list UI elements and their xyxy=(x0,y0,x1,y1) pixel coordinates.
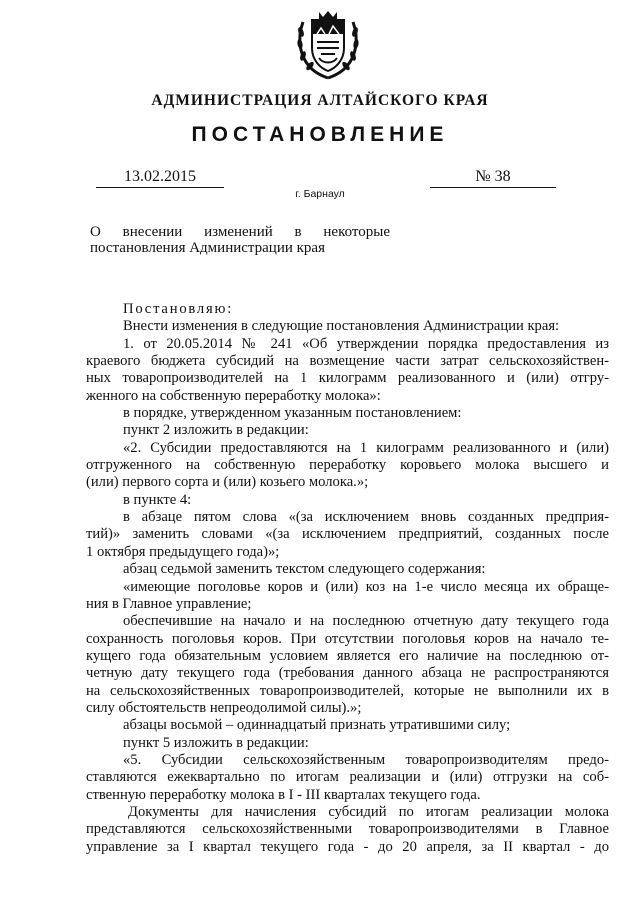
body-line: кущего года обязательным условием является его наличие на последнюю от- xyxy=(86,647,609,664)
body-line: «5. Субсидии сельскохозяйственным товаропроизводителям предо- xyxy=(123,751,609,768)
body-line: четную дату текущего года (требования данного абзаца не распространяются xyxy=(86,665,609,682)
body-line: ния в Главное управление; xyxy=(86,595,252,612)
body-line: (или) первого сорта и (или) козьего молока.»; xyxy=(86,474,369,491)
subject-line: постановления Администрации края xyxy=(90,240,325,256)
document-subject xyxy=(90,224,390,256)
body-line: ставляются ежеквартально по итогам реализации и (или) отгрузки на соб- xyxy=(86,769,609,786)
body-line: Внести изменения в следующие постановления Администрации края: xyxy=(123,318,560,335)
body-line: Постановляю: xyxy=(123,301,234,317)
body-line: на сельскохозяйственных товаропроизводителей, которые не выполнили их в xyxy=(86,682,609,699)
body-line: в пункте 4: xyxy=(123,491,192,508)
body-line: абзацы восьмой – одиннадцатый признать утратившими силу; xyxy=(123,717,511,734)
body-line: ственную переработку молока в I - III кварталах текущего года. xyxy=(86,786,481,803)
document-type-title: ПОСТАНОВЛЕНИЕ xyxy=(191,123,449,146)
body-line: «2. Субсидии предоставляются на 1 килограмм реализованного и (или) xyxy=(123,439,609,456)
body-line: пункт 2 изложить в редакции: xyxy=(123,422,309,439)
document-body xyxy=(86,301,609,856)
coat-of-arms-icon xyxy=(295,8,361,82)
body-line: женного на собственную переработку молока»: xyxy=(86,387,381,404)
body-line: 1 октября предыдущего года)»; xyxy=(86,543,280,560)
document-number: № 38 xyxy=(430,168,556,188)
body-line: обеспечившие на начало и на последнюю отчетную дату текущего года xyxy=(123,613,609,630)
body-line: отгруженного на собственную переработку коровьего молока высшего и xyxy=(86,457,609,474)
document-city: г. Барнаул xyxy=(295,188,345,200)
body-line: ных товаропроизводителей на 1 килограмм реализованного и (или) отгру- xyxy=(86,370,609,387)
organization-name: АДМИНИСТРАЦИЯ АЛТАЙСКОГО КРАЯ xyxy=(151,92,489,109)
body-line: пункт 5 изложить в редакции: xyxy=(123,734,309,751)
subject-line: О внесении изменений в некоторые xyxy=(90,224,390,240)
body-line: в порядке, утвержденном указанным постановлением: xyxy=(123,405,462,422)
body-line: 1. от 20.05.2014 № 241 «Об утверждении порядка предоставления из xyxy=(123,335,609,352)
body-line: сохранность поголовья коров. При отсутствии поголовья коров на начало те- xyxy=(86,630,609,647)
body-line: «имеющие поголовье коров и (или) коз на 1-е число месяца их обраще- xyxy=(123,578,609,595)
body-line: абзац седьмой заменить текстом следующего содержания: xyxy=(123,561,486,578)
body-line: представляются сельскохозяйственными товаропроизводителями в Главное xyxy=(86,821,609,838)
body-line: тий)» заменить словами «(за исключением предприятий, созданных после xyxy=(86,526,609,543)
body-line: в абзаце пятом слова «(за исключением вновь созданных предприя- xyxy=(123,509,609,526)
body-line: управление за I квартал текущего года - до 20 апреля, за II квартал - до xyxy=(86,838,609,855)
document-date: 13.02.2015 xyxy=(96,168,224,188)
body-line: Документы для начисления субсидий по итогам реализации молока xyxy=(128,803,609,820)
body-line: краевого бюджета субсидий на возмещение части затрат сельскохозяйствен- xyxy=(86,353,609,370)
body-line: силу обстоятельств непреодолимой силы).»; xyxy=(86,699,362,716)
